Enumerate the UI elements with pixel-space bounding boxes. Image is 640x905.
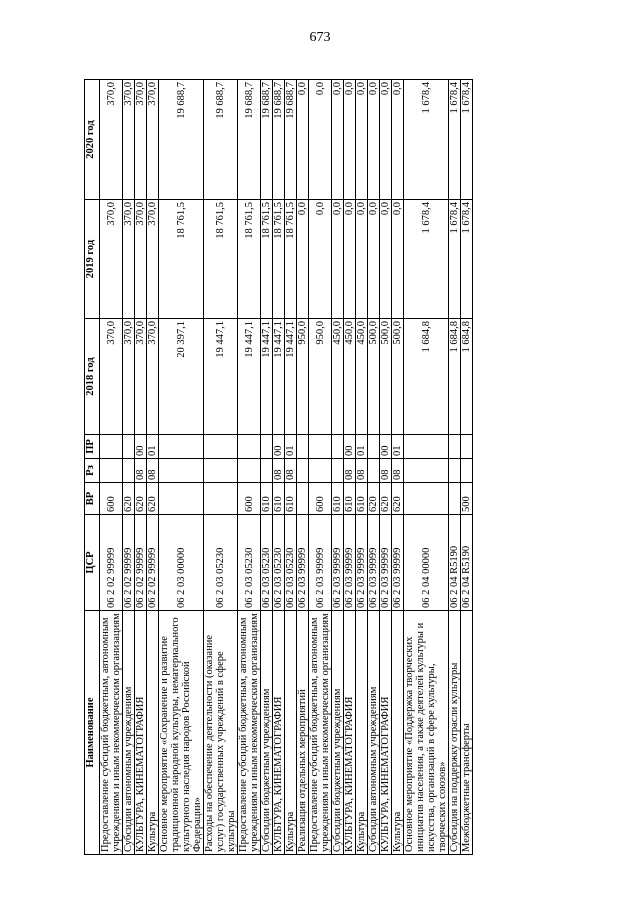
cell-name: Культура — [147, 611, 159, 855]
budget-table — [84, 79, 473, 855]
cell-vr: 620 — [147, 483, 159, 515]
cell-2020: 0,0 — [309, 80, 332, 200]
header-name: Наименование — [85, 611, 100, 855]
cell-vr: 620 — [368, 483, 380, 515]
cell-pr — [204, 435, 238, 459]
cell-pr — [297, 435, 309, 459]
rotated-page-content — [84, 80, 552, 855]
cell-vr: 620 — [135, 483, 147, 515]
cell-2018: 19 447,1 — [238, 319, 261, 435]
table-row — [380, 80, 392, 855]
table-row — [309, 80, 332, 855]
table-row — [392, 80, 404, 855]
cell-rz — [332, 459, 344, 483]
table-row — [332, 80, 344, 855]
cell-2018: 19 447,1 — [204, 319, 238, 435]
cell-vr: 610 — [344, 483, 356, 515]
cell-vr: 600 — [309, 483, 332, 515]
cell-2020: 19 688,7 — [238, 80, 261, 200]
cell-rz — [449, 459, 461, 483]
cell-2019: 18 761,5 — [285, 200, 297, 319]
cell-csr: 06 2 03 05230 — [204, 515, 238, 611]
cell-2019: 0,0 — [380, 200, 392, 319]
cell-csr: 06 2 03 05230 — [261, 515, 273, 611]
table-row — [123, 80, 135, 855]
cell-csr: 06 2 04 R5190 — [449, 515, 461, 611]
table-row — [285, 80, 297, 855]
cell-2019: 0,0 — [297, 200, 309, 319]
cell-csr: 06 2 03 99999 — [344, 515, 356, 611]
cell-vr — [159, 483, 204, 515]
cell-name: Основное мероприятие «Поддержка творческих инициатив населения, а также деятелей культуры и искусства, организаций в сфере культуры, творческих союзов» — [404, 611, 449, 855]
cell-2019: 0,0 — [344, 200, 356, 319]
cell-2020: 19 688,7 — [285, 80, 297, 200]
cell-vr: 500 — [461, 483, 473, 515]
cell-2020: 0,0 — [380, 80, 392, 200]
cell-pr: 01 — [285, 435, 297, 459]
cell-2018: 19 447,1 — [261, 319, 273, 435]
cell-name: Культура — [285, 611, 297, 855]
cell-name: Субсидии бюджетным учреждениям — [261, 611, 273, 855]
cell-vr — [404, 483, 449, 515]
cell-2019: 18 761,5 — [261, 200, 273, 319]
page-number: 673 — [309, 30, 331, 45]
cell-csr: 06 2 03 05230 — [238, 515, 261, 611]
cell-2018: 19 447,1 — [273, 319, 285, 435]
header-csr: ЦСР — [85, 515, 100, 611]
table-row — [368, 80, 380, 855]
cell-name: Субсидии автономным учреждениям — [368, 611, 380, 855]
cell-vr — [297, 483, 309, 515]
cell-2018: 500,0 — [368, 319, 380, 435]
cell-rz — [123, 459, 135, 483]
cell-name: КУЛЬТУРА, КИНЕМАТОГРАФИЯ — [135, 611, 147, 855]
cell-2018: 450,0 — [332, 319, 344, 435]
cell-csr: 06 2 03 99999 — [392, 515, 404, 611]
cell-csr: 06 2 02 99999 — [135, 515, 147, 611]
cell-2020: 0,0 — [344, 80, 356, 200]
cell-vr: 610 — [332, 483, 344, 515]
cell-2019: 0,0 — [309, 200, 332, 319]
cell-name: Субсидия на поддержку отрасли культуры — [449, 611, 461, 855]
cell-2020: 0,0 — [392, 80, 404, 200]
cell-pr: 00 — [135, 435, 147, 459]
table-row — [204, 80, 238, 855]
cell-pr — [261, 435, 273, 459]
header-pr: ПР — [85, 435, 100, 459]
cell-2020: 0,0 — [356, 80, 368, 200]
header-2018: 2018 год — [85, 319, 100, 435]
cell-rz — [204, 459, 238, 483]
cell-2019: 18 761,5 — [204, 200, 238, 319]
cell-2020: 19 688,7 — [204, 80, 238, 200]
table-row — [159, 80, 204, 855]
cell-rz: 08 — [392, 459, 404, 483]
cell-2018: 19 447,1 — [285, 319, 297, 435]
cell-2019: 1 678,4 — [404, 200, 449, 319]
cell-vr — [449, 483, 461, 515]
table-row — [273, 80, 285, 855]
table-row — [135, 80, 147, 855]
cell-2020: 19 688,7 — [159, 80, 204, 200]
cell-2018: 370,0 — [135, 319, 147, 435]
cell-rz: 08 — [380, 459, 392, 483]
cell-rz — [261, 459, 273, 483]
cell-rz — [297, 459, 309, 483]
cell-2020: 19 688,7 — [273, 80, 285, 200]
cell-pr — [123, 435, 135, 459]
cell-2020: 0,0 — [332, 80, 344, 200]
cell-2018: 1 684,8 — [461, 319, 473, 435]
cell-rz — [238, 459, 261, 483]
cell-name: Предоставление субсидий бюджетным, автономным учреждениям и иным некоммерческим организациям — [309, 611, 332, 855]
cell-pr: 00 — [380, 435, 392, 459]
cell-rz: 08 — [356, 459, 368, 483]
cell-name: КУЛЬТУРА, КИНЕМАТОГРАФИЯ — [380, 611, 392, 855]
header-2019: 2019 год — [85, 200, 100, 319]
table-row — [100, 80, 123, 855]
cell-2018: 500,0 — [392, 319, 404, 435]
table-row — [404, 80, 449, 855]
cell-rz: 08 — [147, 459, 159, 483]
cell-pr — [332, 435, 344, 459]
cell-2018: 500,0 — [380, 319, 392, 435]
cell-2018: 1 684,8 — [449, 319, 461, 435]
cell-csr: 06 2 03 00000 — [159, 515, 204, 611]
cell-csr: 06 2 03 99999 — [368, 515, 380, 611]
cell-csr: 06 2 03 99999 — [356, 515, 368, 611]
cell-2018: 370,0 — [100, 319, 123, 435]
cell-name: КУЛЬТУРА, КИНЕМАТОГРАФИЯ — [344, 611, 356, 855]
cell-vr: 600 — [100, 483, 123, 515]
cell-vr: 610 — [273, 483, 285, 515]
cell-name: Основное мероприятие «Сохранение и развитие традиционной народной культуры, нематериального культурного наследия народов Российской Федерации» — [159, 611, 204, 855]
cell-2019: 0,0 — [368, 200, 380, 319]
cell-pr — [100, 435, 123, 459]
cell-vr: 610 — [356, 483, 368, 515]
cell-2019: 0,0 — [356, 200, 368, 319]
cell-vr: 620 — [123, 483, 135, 515]
cell-2019: 370,0 — [123, 200, 135, 319]
cell-csr: 06 2 03 99999 — [297, 515, 309, 611]
header-vr: ВР — [85, 483, 100, 515]
cell-csr: 06 2 04 00000 — [404, 515, 449, 611]
cell-pr: 01 — [356, 435, 368, 459]
cell-rz: 08 — [273, 459, 285, 483]
cell-name: Расходы на обеспечение деятельности (оказание услуг) государственных учреждений в сфере культуры — [204, 611, 238, 855]
cell-csr: 06 2 03 99999 — [332, 515, 344, 611]
cell-csr: 06 2 03 05230 — [273, 515, 285, 611]
cell-2019: 1 678,4 — [461, 200, 473, 319]
cell-name: Межбюджетные трансферты — [461, 611, 473, 855]
cell-2020: 0,0 — [297, 80, 309, 200]
cell-pr — [461, 435, 473, 459]
header-rz: Рз — [85, 459, 100, 483]
cell-name: Субсидии бюджетным учреждениям — [332, 611, 344, 855]
cell-2018: 950,0 — [297, 319, 309, 435]
cell-2019: 370,0 — [147, 200, 159, 319]
cell-name: Культура — [392, 611, 404, 855]
table-row — [147, 80, 159, 855]
cell-2020: 0,0 — [368, 80, 380, 200]
table-row — [461, 80, 473, 855]
cell-name: Предоставление субсидий бюджетным, автономным учреждениям и иным некоммерческим организациям — [100, 611, 123, 855]
cell-vr: 610 — [285, 483, 297, 515]
cell-2018: 450,0 — [344, 319, 356, 435]
cell-2018: 370,0 — [147, 319, 159, 435]
cell-pr — [159, 435, 204, 459]
table-row — [344, 80, 356, 855]
cell-rz — [100, 459, 123, 483]
cell-2019: 1 678,4 — [449, 200, 461, 319]
cell-vr — [204, 483, 238, 515]
cell-2018: 950,0 — [309, 319, 332, 435]
cell-2019: 18 761,5 — [238, 200, 261, 319]
cell-csr: 06 2 04 R5190 — [461, 515, 473, 611]
cell-rz: 08 — [135, 459, 147, 483]
cell-2018: 1 684,8 — [404, 319, 449, 435]
cell-rz: 08 — [344, 459, 356, 483]
table-row — [261, 80, 273, 855]
cell-2019: 370,0 — [135, 200, 147, 319]
cell-2020: 370,0 — [147, 80, 159, 200]
cell-name: Реализация отдельных мероприятий — [297, 611, 309, 855]
cell-pr: 00 — [344, 435, 356, 459]
cell-name: Субсидии автономным учреждениям — [123, 611, 135, 855]
cell-2018: 450,0 — [356, 319, 368, 435]
cell-rz — [404, 459, 449, 483]
cell-rz — [159, 459, 204, 483]
header-2020: 2020 год — [85, 80, 100, 200]
cell-rz: 08 — [285, 459, 297, 483]
cell-pr — [309, 435, 332, 459]
cell-2020: 1 678,4 — [461, 80, 473, 200]
cell-vr: 620 — [392, 483, 404, 515]
cell-2018: 20 397,1 — [159, 319, 204, 435]
cell-rz — [309, 459, 332, 483]
table-row — [356, 80, 368, 855]
cell-pr — [404, 435, 449, 459]
cell-pr: 01 — [147, 435, 159, 459]
cell-2018: 370,0 — [123, 319, 135, 435]
cell-2019: 18 761,5 — [273, 200, 285, 319]
cell-csr: 06 2 02 99999 — [123, 515, 135, 611]
cell-2020: 1 678,4 — [404, 80, 449, 200]
cell-2019: 18 761,5 — [159, 200, 204, 319]
table-row — [449, 80, 461, 855]
table-row — [238, 80, 261, 855]
cell-vr: 610 — [261, 483, 273, 515]
cell-pr: 00 — [273, 435, 285, 459]
cell-pr — [449, 435, 461, 459]
cell-rz — [461, 459, 473, 483]
cell-csr: 06 2 02 99999 — [147, 515, 159, 611]
table-row — [297, 80, 309, 855]
cell-2020: 1 678,4 — [449, 80, 461, 200]
cell-2019: 370,0 — [100, 200, 123, 319]
cell-vr: 620 — [380, 483, 392, 515]
cell-vr: 600 — [238, 483, 261, 515]
cell-2020: 19 688,7 — [261, 80, 273, 200]
cell-2019: 0,0 — [392, 200, 404, 319]
cell-csr: 06 2 03 99999 — [380, 515, 392, 611]
cell-csr: 06 2 03 99999 — [309, 515, 332, 611]
cell-csr: 06 2 03 05230 — [285, 515, 297, 611]
cell-2020: 370,0 — [100, 80, 123, 200]
cell-2019: 0,0 — [332, 200, 344, 319]
cell-name: Предоставление субсидий бюджетным, автономным учреждениям и иным некоммерческим организациям — [238, 611, 261, 855]
cell-pr — [368, 435, 380, 459]
cell-rz — [368, 459, 380, 483]
header-row — [85, 80, 100, 855]
cell-2020: 370,0 — [123, 80, 135, 200]
cell-name: Культура — [356, 611, 368, 855]
cell-csr: 06 2 02 99999 — [100, 515, 123, 611]
cell-pr — [238, 435, 261, 459]
cell-name: КУЛЬТУРА, КИНЕМАТОГРАФИЯ — [273, 611, 285, 855]
cell-pr: 01 — [392, 435, 404, 459]
cell-2020: 370,0 — [135, 80, 147, 200]
